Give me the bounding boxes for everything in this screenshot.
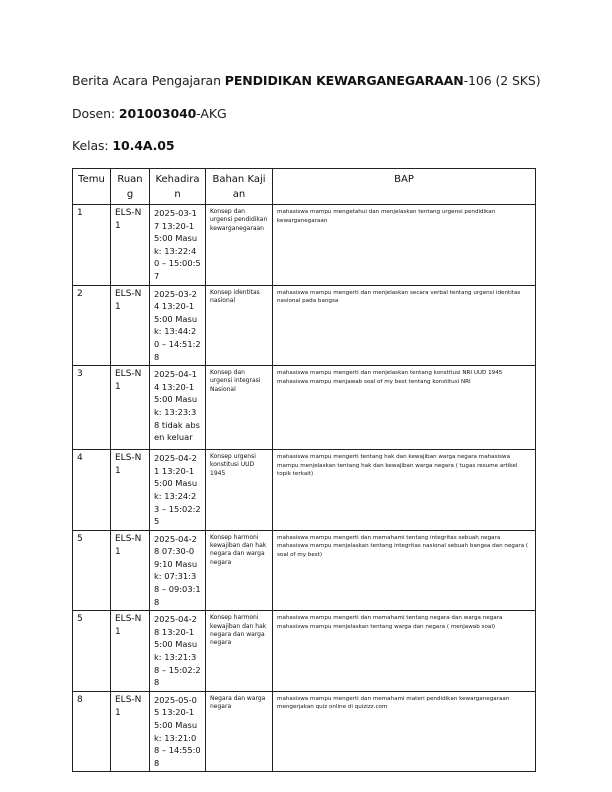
cell-ruang: ELS-N1 xyxy=(111,611,150,692)
dosen-id: 201003040 xyxy=(118,106,197,121)
table-row xyxy=(73,611,536,692)
cell-temu: 2 xyxy=(73,285,111,366)
table-row xyxy=(73,205,536,286)
cell-temu: 4 xyxy=(73,450,111,531)
cell-bahan-kajian: Konsep urgensi konstitusi UUD 1945 xyxy=(206,450,273,531)
col-header-ruang: Ruang xyxy=(111,169,150,205)
cell-temu: 5 xyxy=(73,611,111,692)
table-row xyxy=(73,450,536,531)
cell-kehadiran: 2025-04-28 07:30-09:10 Masuk: 07:31:38 – 09:03:18 xyxy=(150,530,206,611)
cell-bahan-kajian: Konsep dan urgensi integrasi Nasional xyxy=(206,366,273,450)
col-header-bap: BAP xyxy=(273,169,536,205)
cell-bap: mahasiswa mampu mengerti dan memahami tentang integritas sebuah negara mahasiswa mampu menjelaskan tentang integritas nasional sebuah bangsa dan negara ( soal of my best) xyxy=(273,530,536,611)
cell-ruang: ELS-N1 xyxy=(111,530,150,611)
cell-ruang: ELS-N1 xyxy=(111,691,150,772)
cell-bap: mahasiswa mampu mengerti dan menjelaskan tentang konstitusi NRI UUD 1945 mahasiswa mampu menjawab soal of my best tentang konstitusi NRI xyxy=(273,366,536,450)
cell-kehadiran: 2025-04-14 13:20-15:00 Masuk: 13:23:38 tidak absen keluar xyxy=(150,366,206,450)
kelas-line xyxy=(72,138,175,153)
dosen-line xyxy=(72,106,227,121)
cell-bap: mahasiswa mampu mengerti tentang hak dan kewajiban warga negara mahasiswa mampu menjelaskan tentang hak dan kewajiban warga negara ( tugas resume artikel topik terkait) xyxy=(273,450,536,531)
cell-bap: mahasiswa mampu mengetahui dan menjelaskan tentang urgensi pendidikan kewarganegaraan xyxy=(273,205,536,286)
document-title xyxy=(72,73,541,88)
cell-temu: 5 xyxy=(73,530,111,611)
cell-bahan-kajian: Konsep identitas nasional xyxy=(206,285,273,366)
table-row xyxy=(73,366,536,450)
course-code: -106 (2 SKS) xyxy=(463,73,541,88)
cell-bap: mahasiswa mampu mengerti dan menjelaskan secara verbal tentang urgensi identitas nasional pada bangsa xyxy=(273,285,536,366)
dosen-suffix: -AKG xyxy=(196,106,227,121)
table-row xyxy=(73,530,536,611)
table-header-row xyxy=(73,169,536,205)
cell-ruang: ELS-N1 xyxy=(111,450,150,531)
cell-bahan-kajian: Konsep dan urgensi pendidikan kewarganegaraan xyxy=(206,205,273,286)
kelas-value: 10.4A.05 xyxy=(112,138,175,153)
cell-temu: 3 xyxy=(73,366,111,450)
cell-bap: mahasiswa mampu mengerti dan memahami materi pendidikan kewarganegaraan mengerjakan quiz online di quizizz.com xyxy=(273,691,536,772)
cell-ruang: ELS-N1 xyxy=(111,205,150,286)
col-header-temu: Temu xyxy=(73,169,111,205)
cell-temu: 8 xyxy=(73,691,111,772)
course-name: PENDIDIKAN KEWARGANEGARAAN xyxy=(224,73,464,88)
cell-bahan-kajian: Konsep harmoni kewajiban dan hak negara dan warga negara xyxy=(206,611,273,692)
cell-ruang: ELS-N1 xyxy=(111,285,150,366)
bap-table xyxy=(72,168,536,772)
cell-bahan-kajian: Negara dan warga negara xyxy=(206,691,273,772)
col-header-bahan-kajian: Bahan Kajian xyxy=(206,169,273,205)
cell-kehadiran: 2025-04-28 13:20-15:00 Masuk: 13:21:38 – 15:02:28 xyxy=(150,611,206,692)
table-row xyxy=(73,285,536,366)
cell-temu: 1 xyxy=(73,205,111,286)
cell-bahan-kajian: Konsep harmoni kewajiban dan hak negara dan warga negara xyxy=(206,530,273,611)
title-prefix: Berita Acara Pengajaran xyxy=(72,73,225,88)
cell-kehadiran: 2025-03-24 13:20-15:00 Masuk: 13:44:20 – 14:51:28 xyxy=(150,285,206,366)
kelas-label: Kelas: xyxy=(72,138,113,153)
cell-bap: mahasiswa mampu mengerti dan memahami tentang negara dan warga negara mahasiswa mampu menjelaskan tentang warga dan negara ( menjawab soal) xyxy=(273,611,536,692)
cell-kehadiran: 2025-05-05 13:20-15:00 Masuk: 13:21:08 – 14:55:08 xyxy=(150,691,206,772)
cell-kehadiran: 2025-04-21 13:20-15:00 Masuk: 13:24:23 – 15:02:25 xyxy=(150,450,206,531)
col-header-kehadiran: Kehadiran xyxy=(150,169,206,205)
cell-ruang: ELS-N1 xyxy=(111,366,150,450)
cell-kehadiran: 2025-03-17 13:20-15:00 Masuk: 13:22:40 – 15:00:57 xyxy=(150,205,206,286)
dosen-label: Dosen: xyxy=(72,106,119,121)
table-row xyxy=(73,691,536,772)
